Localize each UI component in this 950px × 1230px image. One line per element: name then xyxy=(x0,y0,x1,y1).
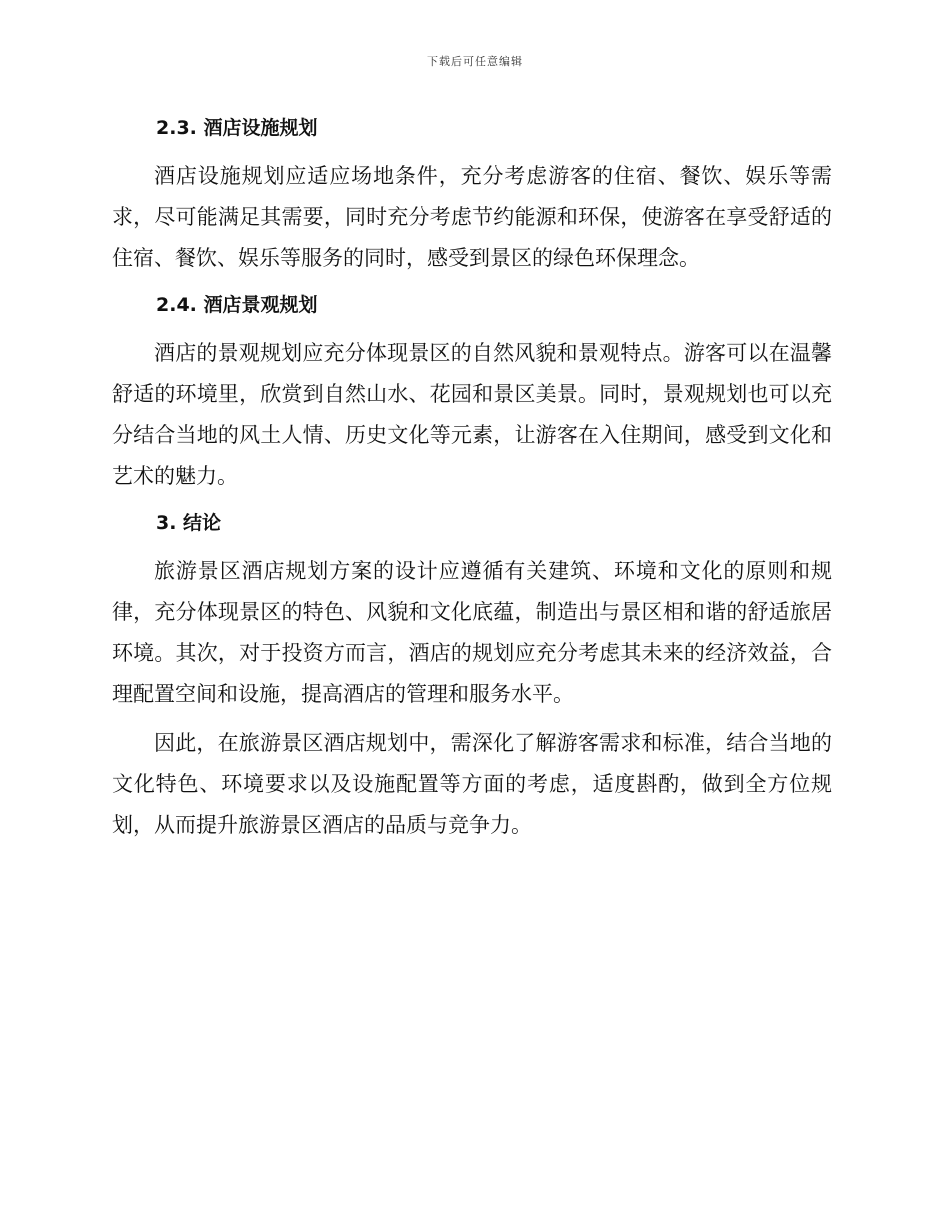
page-header-note: 下载后可任意编辑 xyxy=(427,55,523,68)
section-heading-2-4: 2.4. 酒店景观规划 xyxy=(156,294,318,316)
paragraph-conclusion-1: 旅游景区酒店规划方案的设计应遵循有关建筑、环境和文化的原则和规律，充分体现景区的特色、风貌和文化底蕴，制造出与景区相和谐的舒适旅居环境。其次，对于投资方而言，酒店的规划应充分考虑其未来的经济效益，合理配置空间和设施，提高酒店的管理和服务水平。 xyxy=(112,559,832,706)
paragraph-facility-planning: 酒店设施规划应适应场地条件，充分考虑游客的住宿、餐饮、娱乐等需求，尽可能满足其需要，同时充分考虑节约能源和环保，使游客在享受舒适的住宿、餐饮、娱乐等服务的同时，感受到景区的绿色环保理念。 xyxy=(112,164,832,270)
paragraph-conclusion-2: 因此，在旅游景区酒店规划中，需深化了解游客需求和标准，结合当地的文化特色、环境要求以及设施配置等方面的考虑，适度斟酌，做到全方位规划，从而提升旅游景区酒店的品质与竞争力。 xyxy=(112,731,832,837)
section-heading-3: 3. 结论 xyxy=(156,512,222,534)
section-heading-2-3: 2.3. 酒店设施规划 xyxy=(156,117,318,139)
document-body xyxy=(112,110,832,846)
paragraph-landscape-planning: 酒店的景观规划应充分体现景区的自然风貌和景观特点。游客可以在温馨舒适的环境里，欣赏到自然山水、花园和景区美景。同时，景观规划也可以充分结合当地的风土人情、历史文化等元素，让游客在入住期间，感受到文化和艺术的魅力。 xyxy=(112,341,832,488)
